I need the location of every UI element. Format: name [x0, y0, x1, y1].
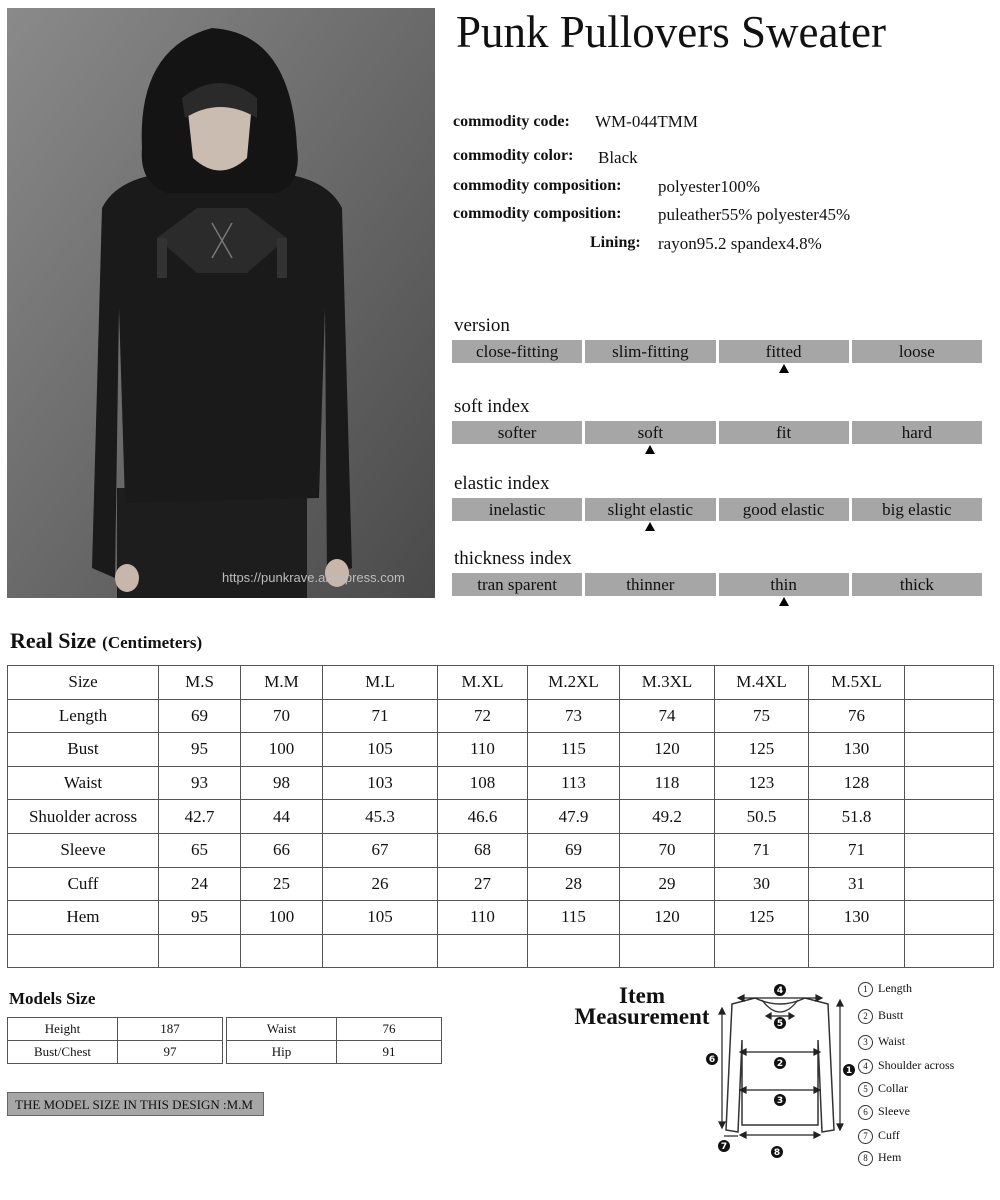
table-row [8, 800, 994, 834]
size-cell: 68 [438, 833, 528, 867]
soft-index-option: hard [852, 421, 982, 444]
size-cell [905, 833, 994, 867]
size-cell: 110 [438, 733, 528, 767]
table-row [8, 934, 994, 968]
version-option: fitted [719, 340, 849, 363]
legend-item [858, 1128, 900, 1144]
size-cell: 69 [528, 833, 620, 867]
legend-label: Collar [878, 1081, 908, 1095]
legend-number: 1 [858, 982, 873, 997]
size-cell: 71 [809, 833, 905, 867]
size-cell: 73 [528, 699, 620, 733]
table-row [8, 766, 994, 800]
size-cell [905, 699, 994, 733]
version-option: slim-fitting [585, 340, 715, 363]
row-label-cell: Bust [8, 733, 159, 767]
size-cell: 130 [809, 733, 905, 767]
table-row [227, 1041, 442, 1064]
model-size-note: THE MODEL SIZE IN THIS DESIGN :M.M [7, 1092, 264, 1116]
model-hip-label: Hip [227, 1041, 337, 1064]
size-cell: 29 [620, 867, 715, 901]
size-cell: 50.5 [715, 800, 809, 834]
size-cell: 113 [528, 766, 620, 800]
model-bust-label: Bust/Chest [8, 1041, 118, 1064]
real-size-title: Real Size [10, 628, 97, 653]
model-waist-label: Waist [227, 1018, 337, 1041]
svg-text:1: 1 [845, 1066, 853, 1076]
legend-label: Waist [878, 1034, 906, 1048]
size-cell: 100 [241, 901, 323, 935]
row-label-cell: Shuolder across [8, 800, 159, 834]
version-option: close-fitting [452, 340, 582, 363]
size-table [7, 665, 994, 968]
size-cell [905, 934, 994, 968]
item-measurement-title [562, 985, 722, 1027]
version-marker [779, 364, 789, 373]
size-cell: 95 [159, 733, 241, 767]
size-cell: M.M [241, 666, 323, 700]
size-cell: 120 [620, 901, 715, 935]
size-cell: M.L [323, 666, 438, 700]
legend-item [858, 1150, 901, 1166]
models-size-table-right [226, 1017, 442, 1064]
table-row [8, 833, 994, 867]
size-cell: M.5XL [809, 666, 905, 700]
legend-item [858, 1081, 908, 1097]
size-cell: 25 [241, 867, 323, 901]
elastic-index-bar [452, 498, 982, 521]
size-cell: 45.3 [323, 800, 438, 834]
legend-number: 4 [858, 1059, 873, 1074]
legend-label: Sleeve [878, 1104, 910, 1118]
size-cell [809, 934, 905, 968]
legend-item [858, 1104, 910, 1120]
size-cell: M.3XL [620, 666, 715, 700]
legend-label: Hem [878, 1150, 902, 1164]
info-label-code: commodity code: [453, 113, 570, 130]
thickness-index-option: tran sparent [452, 573, 582, 596]
svg-text:7: 7 [720, 1142, 728, 1152]
size-cell: 47.9 [528, 800, 620, 834]
elastic-index-marker [645, 522, 655, 531]
size-cell [620, 934, 715, 968]
row-label-cell [8, 934, 159, 968]
size-cell: 115 [528, 733, 620, 767]
row-label-cell: Hem [8, 901, 159, 935]
size-cell: 31 [809, 867, 905, 901]
product-title: Punk Pullovers Sweater [456, 7, 886, 57]
size-cell: 67 [323, 833, 438, 867]
real-size-heading [10, 628, 202, 654]
table-row [8, 1018, 223, 1041]
size-cell: 125 [715, 733, 809, 767]
table-row [8, 733, 994, 767]
size-cell: 128 [809, 766, 905, 800]
version-title: version [454, 315, 510, 336]
row-label-cell: Length [8, 699, 159, 733]
version-bar [452, 340, 982, 363]
size-cell: 30 [715, 867, 809, 901]
svg-text:4: 4 [776, 986, 784, 996]
info-label-color: commodity color: [453, 147, 574, 164]
table-row [8, 666, 994, 700]
size-cell: 118 [620, 766, 715, 800]
size-cell: M.4XL [715, 666, 809, 700]
size-cell [905, 901, 994, 935]
legend-label: Shoulder across [878, 1058, 955, 1072]
models-size-table-left [7, 1017, 223, 1064]
legend-number: 2 [858, 1009, 873, 1024]
legend-label: Length [878, 981, 912, 995]
size-cell: 95 [159, 901, 241, 935]
legend-number: 3 [858, 1035, 873, 1050]
size-cell [323, 934, 438, 968]
elastic-index-option: slight elastic [585, 498, 715, 521]
legend-item [858, 981, 912, 997]
size-cell: 110 [438, 901, 528, 935]
size-cell: 105 [323, 733, 438, 767]
size-cell: 76 [809, 699, 905, 733]
info-label-composition-2: commodity composition: [453, 205, 622, 222]
elastic-index-option: good elastic [719, 498, 849, 521]
size-cell [241, 934, 323, 968]
thickness-index-title: thickness index [454, 548, 572, 569]
size-cell: M.S [159, 666, 241, 700]
size-cell: 75 [715, 699, 809, 733]
size-cell: 65 [159, 833, 241, 867]
size-cell: 46.6 [438, 800, 528, 834]
info-label-composition: commodity composition: [453, 177, 622, 194]
table-row [8, 867, 994, 901]
size-cell: 125 [715, 901, 809, 935]
info-value-lining: rayon95.2 spandex4.8% [658, 234, 822, 253]
info-value-color: Black [598, 148, 638, 167]
info-value-composition-2: puleather55% polyester45% [658, 205, 851, 224]
svg-text:6: 6 [708, 1055, 716, 1065]
elastic-index-option: inelastic [452, 498, 582, 521]
soft-index-title: soft index [454, 396, 530, 417]
info-value-composition: polyester100% [658, 177, 760, 196]
size-cell: M.XL [438, 666, 528, 700]
size-table-body [8, 666, 994, 968]
size-cell [715, 934, 809, 968]
size-cell [905, 867, 994, 901]
size-cell: 100 [241, 733, 323, 767]
model-hip-value: 91 [337, 1041, 442, 1064]
size-cell: 71 [323, 699, 438, 733]
size-cell: 71 [715, 833, 809, 867]
elastic-index-title: elastic index [454, 473, 550, 494]
size-cell: 44 [241, 800, 323, 834]
svg-text:3: 3 [776, 1096, 784, 1106]
legend-label: Bustt [878, 1008, 904, 1022]
legend-item [858, 1008, 903, 1024]
svg-text:2: 2 [776, 1059, 784, 1069]
soft-index-option: softer [452, 421, 582, 444]
thickness-index-option: thick [852, 573, 982, 596]
size-cell: 98 [241, 766, 323, 800]
thickness-index-marker [779, 597, 789, 606]
legend-label: Cuff [878, 1128, 900, 1142]
legend-number: 6 [858, 1105, 873, 1120]
table-row [8, 1041, 223, 1064]
size-cell: 49.2 [620, 800, 715, 834]
thickness-index-bar [452, 573, 982, 596]
size-cell: 130 [809, 901, 905, 935]
legend-number: 8 [858, 1151, 873, 1166]
item-measurement-title-line1: Item [619, 983, 665, 1008]
size-cell: 123 [715, 766, 809, 800]
size-cell: 105 [323, 901, 438, 935]
size-cell: 74 [620, 699, 715, 733]
svg-text:8: 8 [773, 1148, 781, 1158]
table-row [227, 1018, 442, 1041]
model-height-label: Height [8, 1018, 118, 1041]
model-bust-value: 97 [118, 1041, 223, 1064]
table-row [8, 699, 994, 733]
models-size-title: Models Size [9, 989, 96, 1008]
thickness-index-option: thin [719, 573, 849, 596]
size-cell: 115 [528, 901, 620, 935]
watermark-text: https://punkrave.aliexpress.com [222, 570, 405, 585]
size-cell: 108 [438, 766, 528, 800]
legend-item [858, 1034, 905, 1050]
size-cell: 72 [438, 699, 528, 733]
size-cell: 42.7 [159, 800, 241, 834]
soft-index-bar [452, 421, 982, 444]
size-cell [905, 766, 994, 800]
info-value-code: WM-044TMM [595, 112, 698, 131]
soft-index-marker [645, 445, 655, 454]
size-cell: 27 [438, 867, 528, 901]
size-cell: 51.8 [809, 800, 905, 834]
size-cell [905, 666, 994, 700]
size-cell: 66 [241, 833, 323, 867]
size-cell: 69 [159, 699, 241, 733]
item-measurement-title-line2: Measurement [574, 1004, 710, 1029]
row-label-cell: Sleeve [8, 833, 159, 867]
size-cell [159, 934, 241, 968]
elastic-index-option: big elastic [852, 498, 982, 521]
legend-number: 7 [858, 1129, 873, 1144]
model-height-value: 187 [118, 1018, 223, 1041]
svg-text:5: 5 [776, 1019, 784, 1029]
size-cell: 120 [620, 733, 715, 767]
size-cell: M.2XL [528, 666, 620, 700]
size-cell: 28 [528, 867, 620, 901]
size-cell [905, 733, 994, 767]
size-cell: 24 [159, 867, 241, 901]
size-cell: 93 [159, 766, 241, 800]
size-cell: 103 [323, 766, 438, 800]
soft-index-option: fit [719, 421, 849, 444]
row-label-cell: Waist [8, 766, 159, 800]
legend-number: 5 [858, 1082, 873, 1097]
soft-index-option: soft [585, 421, 715, 444]
size-cell [528, 934, 620, 968]
real-size-unit: (Centimeters) [102, 633, 203, 652]
thickness-index-option: thinner [585, 573, 715, 596]
product-photo [7, 8, 435, 598]
row-label-cell: Cuff [8, 867, 159, 901]
info-label-lining: Lining: [590, 234, 641, 251]
size-cell: 70 [620, 833, 715, 867]
row-label-cell: Size [8, 666, 159, 700]
size-cell: 26 [323, 867, 438, 901]
version-option: loose [852, 340, 982, 363]
model-illustration [7, 8, 435, 598]
size-cell: 70 [241, 699, 323, 733]
model-waist-value: 76 [337, 1018, 442, 1041]
measurement-diagram [700, 980, 860, 1165]
table-row [8, 901, 994, 935]
size-cell [438, 934, 528, 968]
legend-item [858, 1058, 954, 1074]
size-cell [905, 800, 994, 834]
